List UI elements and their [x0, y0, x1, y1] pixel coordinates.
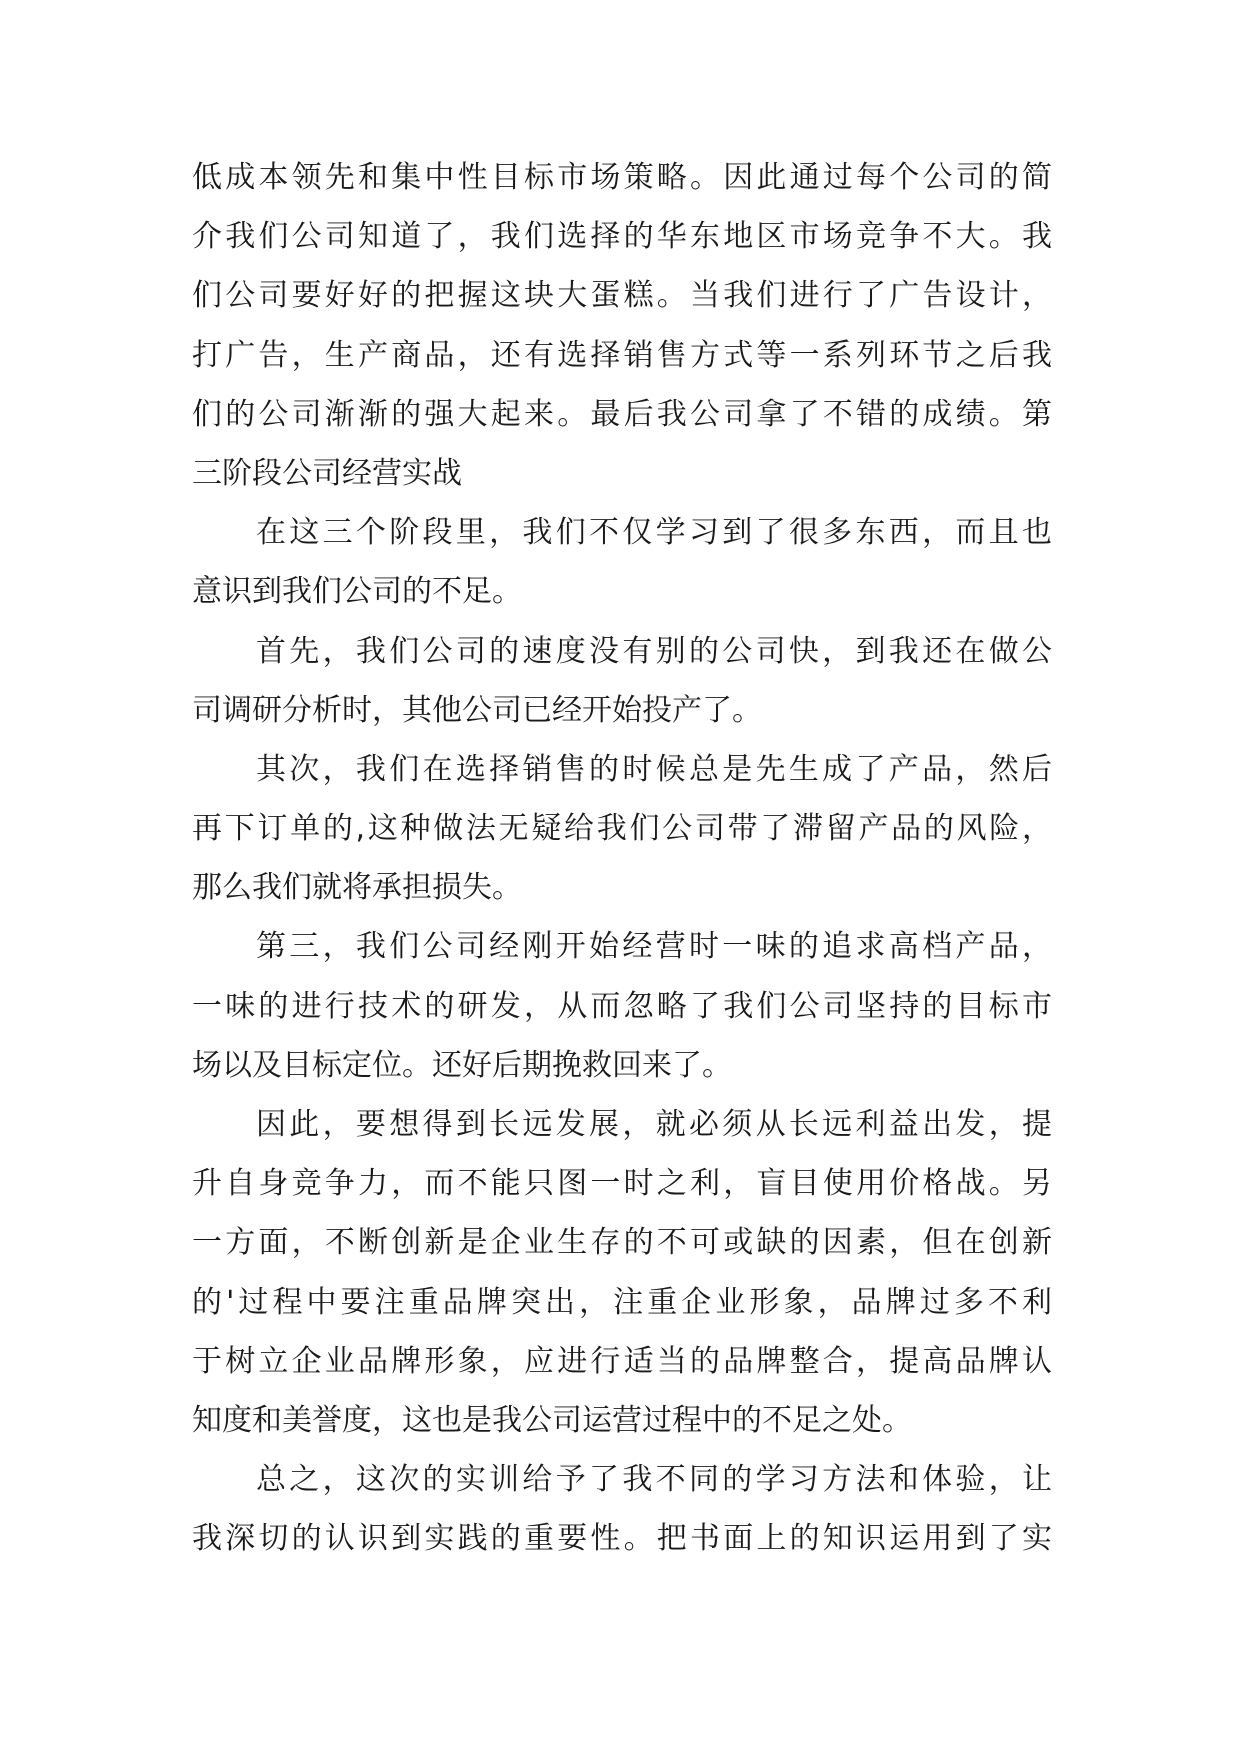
text-line: 首先，我们公司的速度没有别的公司快，到我还在做公	[256, 633, 1052, 669]
paragraph	[192, 148, 1052, 503]
paragraph	[192, 740, 1052, 918]
text-line: 低成本领先和集中性目标市场策略。因此通过每个公司的简	[192, 160, 1052, 195]
text-line: 知度和美誉度，这也是我公司运营过程中的不足之处。	[192, 1402, 912, 1438]
paragraph	[192, 503, 1052, 621]
text-line: 们公司要好好的把握这块大蛋糕。当我们进行了广告设计，	[192, 278, 1052, 314]
text-line: 其次，我们在选择销售的时候总是先生成了产品，然后	[256, 751, 1052, 787]
text-line: 升自身竞争力，而不能只图一时之利，盲目使用价格战。另	[192, 1166, 1052, 1202]
text-line: 介我们公司知道了，我们选择的华东地区市场竞争不大。我	[192, 219, 1052, 255]
text-line: 场以及目标定位。还好后期挽救回来了。	[192, 1047, 732, 1083]
text-line: 一方面，不断创新是企业生存的不可或缺的因素，但在创新	[192, 1225, 1052, 1261]
text-line: 的'过程中要注重品牌突出，注重企业形象，品牌过多不利	[192, 1284, 1052, 1320]
paragraph	[192, 1095, 1052, 1450]
text-line: 因此，要想得到长远发展，就必须从长远利益出发，提	[256, 1107, 1052, 1142]
text-line: 一味的进行技术的研发，从而忽略了我们公司坚持的目标市	[192, 988, 1052, 1024]
text-line: 第三，我们公司经刚开始经营时一味的追求高档产品，	[256, 929, 1052, 965]
text-line: 在这三个阶段里，我们不仅学习到了很多东西，而且也	[256, 515, 1052, 551]
text-line: 总之，这次的实训给予了我不同的学习方法和体验，让	[256, 1462, 1052, 1498]
text-line: 意识到我们公司的不足。	[192, 574, 522, 610]
text-line: 那么我们就将承担损失。	[192, 870, 522, 906]
body-text	[192, 148, 1052, 1569]
text-line: 我深切的认识到实践的重要性。把书面上的知识运用到了实	[192, 1521, 1052, 1557]
paragraph	[192, 1450, 1052, 1568]
text-line: 再下订单的,这种做法无疑给我们公司带了滞留产品的风险，	[192, 811, 1052, 847]
text-line: 于树立企业品牌形象，应进行适当的品牌整合，提高品牌认	[192, 1343, 1052, 1379]
text-line: 打广告，生产商品，还有选择销售方式等一系列环节之后我	[192, 337, 1052, 373]
paragraph	[192, 917, 1052, 1095]
text-line: 司调研分析时，其他公司已经开始投产了。	[192, 692, 762, 728]
text-line: 三阶段公司经营实战	[192, 455, 462, 491]
paragraph	[192, 622, 1052, 740]
text-line: 们的公司渐渐的强大起来。最后我公司拿了不错的成绩。第	[192, 396, 1052, 432]
